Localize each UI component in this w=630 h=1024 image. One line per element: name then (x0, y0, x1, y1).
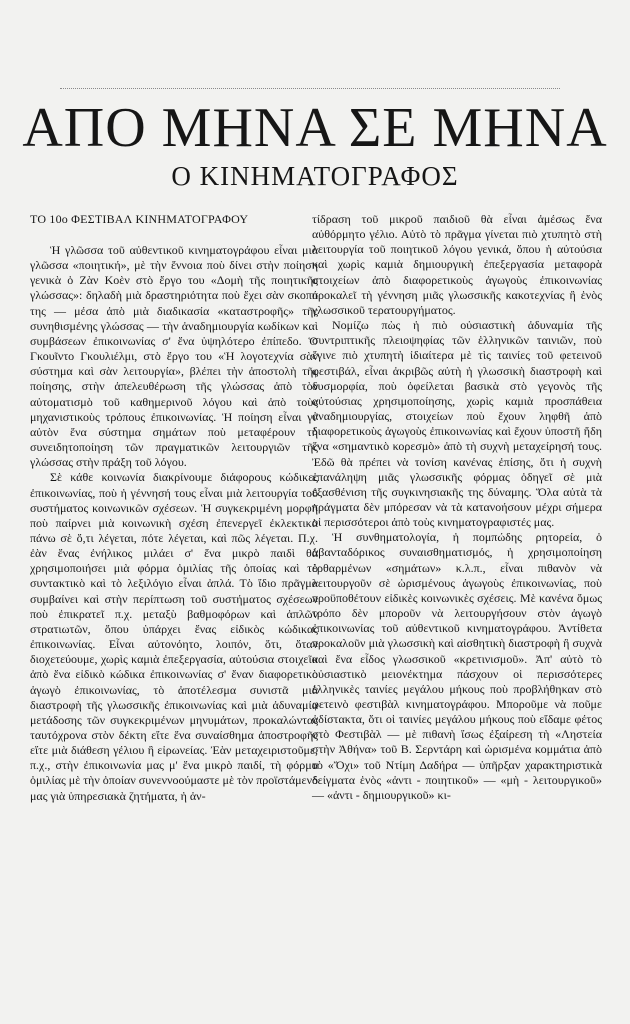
paragraph: Ἡ συνθηματολογία, ἡ πομπώδης ρητορεία, ὁ ἀβανταδόρικος συναισθηματισμός, ἡ χρησιμοποίηση ἐρθαρμένων «σημάτων» κ.λ.π., εἶναι πιθανὸν νὰ λειτουργοῦν σὲ ὡρισμένους ἀγωγοὺς ἐπικοινωνίας, ποὺ προϋποθέτουν εἰδικὲς κοινωνικὲς σχέσεις. Μὲ κανένα ὅμως τρόπο δὲν μποροῦν νὰ λειτουργήσουν στὸν ἀγωγὸ ἐπικοινωνίας τοῦ αὐθεντικοῦ κινηματογράφου. Ἀντίθετα προκαλοῦν μιὰ γλωσσικὴ καὶ αἰσθητικὴ διαστροφὴ ἢ συχνὰ καὶ ἕνα εἶδος γλωσσικοῦ «κρετινισμοῦ». Ἀπ' αὐτὸ τὸ οὐσιαστικὸ μειονέκτημα πάσχουν οἱ περισσότερες ἑλληνικὲς ταινίες μεγάλου μήκους ποὺ προβλήθηκαν στὸ φετεινὸ φεστιβὰλ κινηματογράφου. Μποροῦμε νὰ ποῦμε ἀδίστακτα, ὅτι οἱ ταινίες μεγάλου μήκους ποὺ εἴδαμε φέτος στὸ Φεστιβὰλ — μὲ πιθανὴ ἴσως ἐξαίρεση τὴ «Ληστεία στὴν Ἀθήνα» τοῦ Β. Σερντάρη καὶ ὡρισμένα κομμάτια ἀπὸ τὸ «Ὄχι» τοῦ Ντίμη Δαδήρα — ὑπῆρξαν χαρακτηριστικὰ δείγματα ἑνὸς «ἀντι - ποιητικοῦ» — «μὴ - λειτουργικοῦ» — «ἀντι - δημιουργικοῦ» κι- (312, 530, 602, 802)
article-heading: ΤΟ 10ο ΦΕΣΤΙΒΑΛ ΚΙΝΗΜΑΤΟΓΡΑΦΟΥ (30, 212, 249, 226)
header-rule (60, 88, 560, 89)
section-subtitle: Ο ΚΙΝΗΜΑΤΟΓΡΑΦΟΣ (171, 161, 459, 191)
page-title: ΑΠΟ ΜΗΝΑ ΣΕ ΜΗΝΑ (22, 97, 608, 159)
paragraph: Ἡ γλῶσσα τοῦ αὐθεντικοῦ κινηματογράφου εἶναι μιὰ γλῶσσα «ποιητική», μὲ τὴν ἔννοια ποὺ δίνει στὴν ποίηση γενικὰ ὁ Ζὰν Κοὲν στὸ ἔργο του «Δομὴ τῆς ποιητικῆς γλώσσας»: δηλαδὴ μιὰ δραστηριότητα ποὺ ἔχει σὰν σκοπό της — μέσα ἀπὸ μιὰ διαδικασία «καταστροφῆς» τῆς συνηθισμένης γλώσσας — τὴν ἀναδημιουργία κωδίκων καὶ συμβάσεων ἐπικοινωνίας σ' ἕνα ὑψηλότερο ἐπίπεδο. Ὁ Γκουῖντο Γκουλιέλμι, στὸ ἔργο του «Ἡ λογοτεχνία σὰν σύστημα καὶ σὰν λειτουργία», βλέπει τὴν ἀποστολὴ τῆς ποίησης, στὴν ἀπελευθέρωση τῆς γλώσσας ἀπὸ τὸν αὐτοματισμὸ τοῦ καθημερινοῦ λόγου καὶ ἀπὸ τοὺς μηχανιστικοὺς τρόπους ἐπικοινωνίας. Ἡ ποίηση εἶναι γι' αὐτὸν ἕνα σύστημα σημάτων ποὺ μεταφέρουν τὴ συνειδητοποίηση τῶν πραγματικῶν λειτουργιῶν τῆς γλώσσας στὴν πράξη τοῦ λόγου. (30, 243, 318, 470)
column-left (30, 212, 318, 804)
column-right (312, 212, 602, 803)
paragraph: Σὲ κάθε κοινωνία διακρίνουμε διάφορους κώδικες ἐπικοινωνίας, ποὺ ἡ γέννησή τους εἶναι μιὰ λειτουργία τοῦ συστήματος κοινωνικῶν σχέσεων. Ἡ συγκεκριμένη μορφὴ ποὺ παίρνει μιὰ κοινωνικὴ σχέση ἐπενεργεῖ ἐκλεκτικὰ πάνω σὲ ὅ,τι λέγεται, πότε λέγεται, καὶ πῶς λέγεται. Π.χ. ἐὰν ἕνας ἐνήλικος μιλάει σ' ἕνα μικρὸ παιδὶ θὰ χρησιμοποιήσει μιὰ φόρμα ὁμιλίας τῆς ὁποίας καὶ τὸ συντακτικὸ καὶ τὸ λεξιλόγιο εἶναι ἁπλά. Τὸ ἴδιο πρᾶγμα συμβαίνει καὶ στὴν περίπτωση τοῦ συστήματος σχέσεων ποὺ ἐπικρατεῖ π.χ. μεταξὺ βαθμοφόρων καὶ ἁπλῶν στρατιωτῶν, ὅπου ὑπάρχει ἕνας εἰδικὸς κώδικας ἐπικοινωνίας. Εἶναι αὐτονόητο, λοιπόν, ὅτι, ὅταν διοχετεύουμε, χωρὶς καμιὰ ἐπεξεργασία, αὐτούσια στοιχεῖα ἀπὸ ἕνα εἰδικὸ κώδικα ἐπικοινωνίας σ' ἕναν διαφορετικὸ ἀγωγὸ ἐπικοινωνίας, τὸ ἀποτέλεσμα συνιστᾶ μιὰ διαστροφὴ τῆς γλωσσικῆς ἐπικοινωνίας καὶ μιὰ ἀδυναμία μετάδοσης τῶν συγκεκριμένων μηνυμάτων, προκαλώντας ταυτόχρονα στὸν δέκτη εἴτε ἕνα συναίσθημα ἀποστροφῆς εἴτε μιὰ διάθεση γέλιου ἢ εἰρωνείας. Ἐὰν μεταχειριστοῦμε, π.χ., στὴν ἐπικοινωνία μας μ' ἕνα μικρὸ παιδί, τὴ φόρμα ὁμιλίας μὲ τὴν ὁποίαν συνεννοούμαστε μὲ τὸν προϊστάμενό μας γιὰ ὑπηρεσιακὰ ζητήματα, ἡ ἀν- (30, 470, 318, 803)
paragraph: τίδραση τοῦ μικροῦ παιδιοῦ θὰ εἶναι ἀμέσως ἕνα αὐθόρμητο γέλιο. Αὐτὸ τὸ πρᾶγμα γίνεται πιὸ χτυπητὸ στὴ λειτουργία τοῦ ποιητικοῦ λόγου γενικά, ὅπου ἡ αὐτούσια καὶ χωρὶς καμιὰ δημιουργικὴ ἐπεξεργασία μεταφορὰ στοιχείων ἀπὸ διαφορετικοὺς ἀγωγοὺς ἐπικοινωνίας προκαλεῖ τὴ γέννηση μιᾶς γλωσσικῆς κακοτεχνίας ἢ ἑνὸς γλωσσικοῦ τερατουργήματος. (312, 212, 602, 317)
paragraph: Νομίζω πὼς ἡ πιὸ οὐσιαστικὴ ἀδυναμία τῆς συντριπτικῆς πλειοψηφίας τῶν ἑλληνικῶν ταινιῶν, ποὺ ἔγινε πιὸ χτυπητὴ ἰδιαίτερα μὲ τὶς ταινίες τοῦ φετεινοῦ φεστιβάλ, εἶναι ἀκριβῶς αὐτὴ ἡ γλωσσικὴ διαστροφὴ καὶ δυσμορφία, ποὺ ὀφείλεται βασικὰ στὸ γεγονὸς τῆς αὐτούσιας χρησιμοποίησης, χωρὶς καμιὰ προσπάθεια ἀναδημιουργίας, στοιχείων ποὺ ἔχουν ληφθῆ ἀπὸ διαφορετικοὺς ἀγωγοὺς ἐπικοινωνίας καὶ ἔχουν ὑποστῆ ἤδη ἕνα «σημαντικὸ κορεσμὸ» ἀπὸ τὴ συχνὴ μεταχείρησή τους. Ἐδῶ θὰ πρέπει νὰ τονίση κανένας ἐπίσης, ὅτι ἡ συχνὴ ἐπανάληψη μιᾶς γλωσσικῆς φόρμας ὁδηγεῖ σὲ μιὰ ἐξασθένιση τῆς συγκινησιακῆς της δύναμης. Ὅλα αὐτὰ τὰ πράγματα δὲν μπόρεσαν νὰ τὰ κατανοήσουν μέχρι σήμερα οἱ περισσότεροι ἀπὸ τοὺς κινηματογραφιστές μας. (312, 318, 602, 530)
